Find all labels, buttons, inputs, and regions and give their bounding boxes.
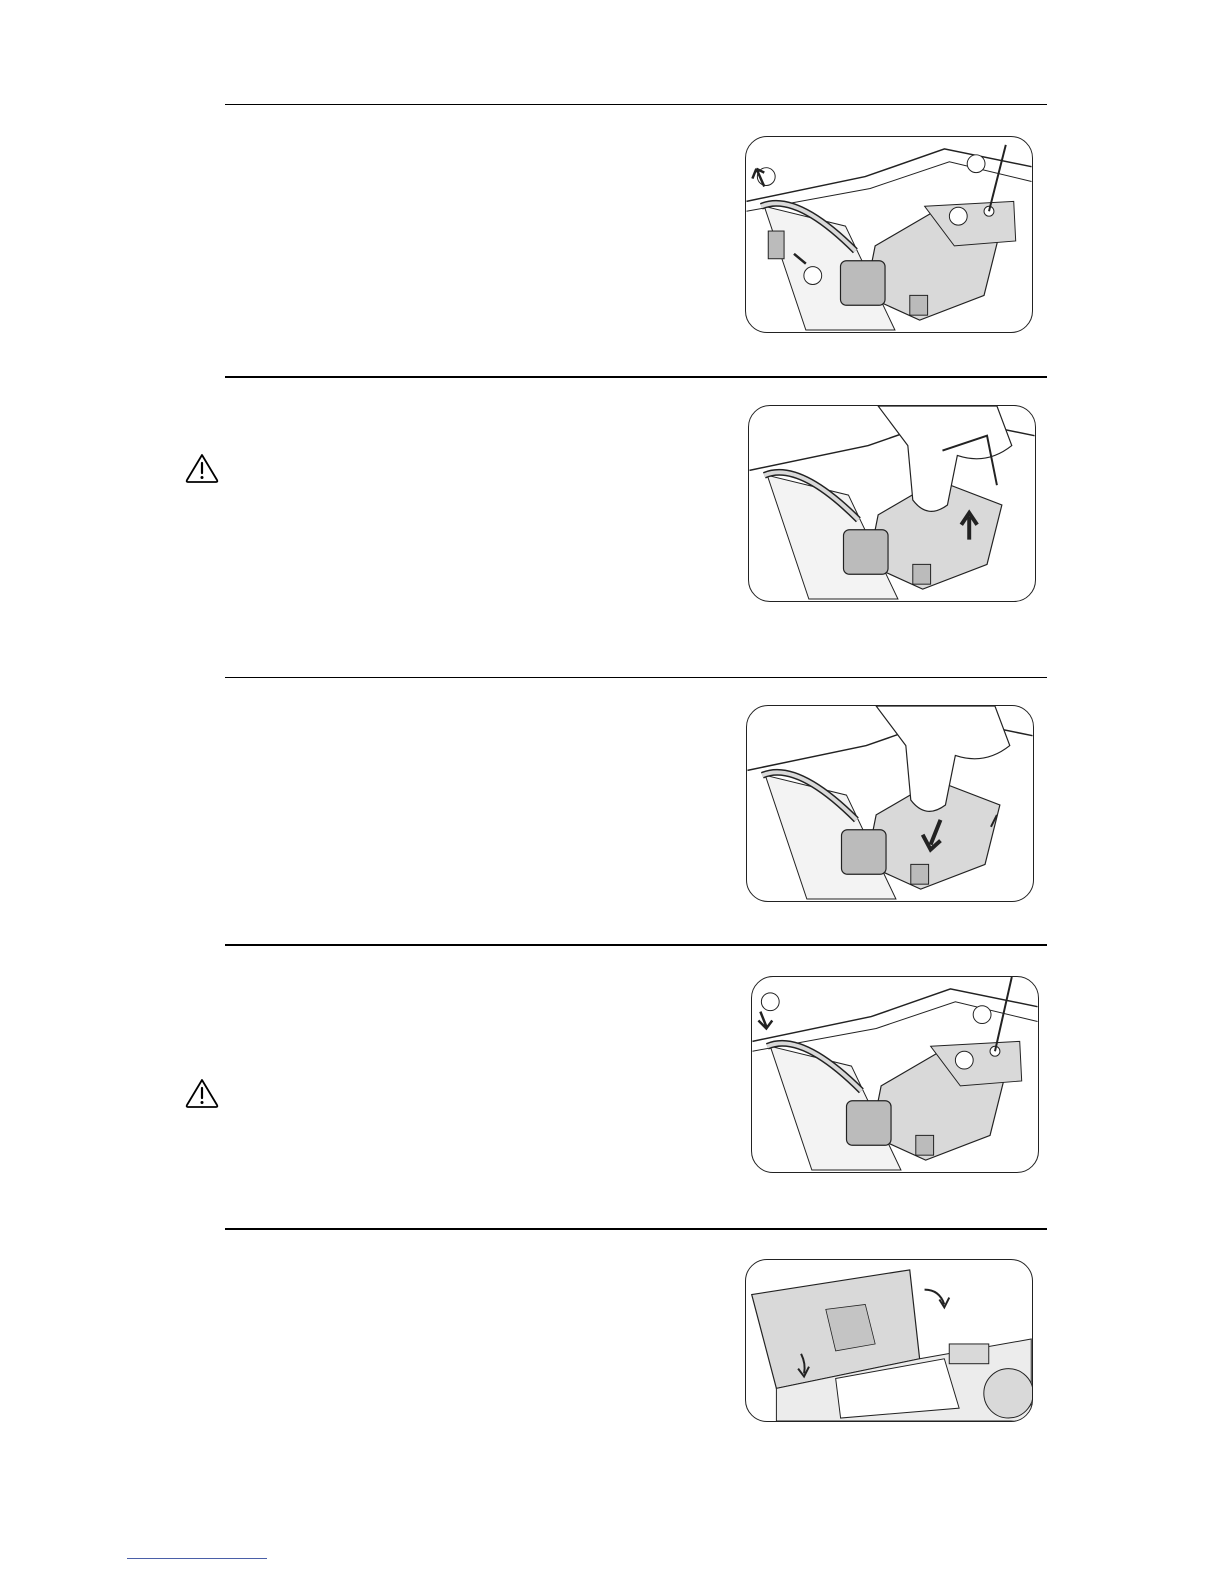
lamp-insert-illustration bbox=[746, 705, 1034, 902]
section-divider-2 bbox=[225, 376, 1047, 378]
section-divider-4 bbox=[225, 944, 1047, 946]
section-divider-5 bbox=[225, 1228, 1047, 1230]
footnote-link-underline bbox=[127, 1558, 267, 1559]
lamp-cover-close-illustration bbox=[745, 1259, 1033, 1422]
lamp-screws-loosen-illustration bbox=[745, 136, 1033, 333]
section-divider-1 bbox=[225, 104, 1047, 105]
lamp-screws-tighten-illustration bbox=[751, 976, 1039, 1173]
caution-triangle-icon bbox=[185, 453, 219, 483]
section-divider-3 bbox=[225, 677, 1047, 678]
lamp-handle-lift-illustration bbox=[748, 405, 1036, 602]
caution-triangle-icon bbox=[185, 1078, 219, 1108]
